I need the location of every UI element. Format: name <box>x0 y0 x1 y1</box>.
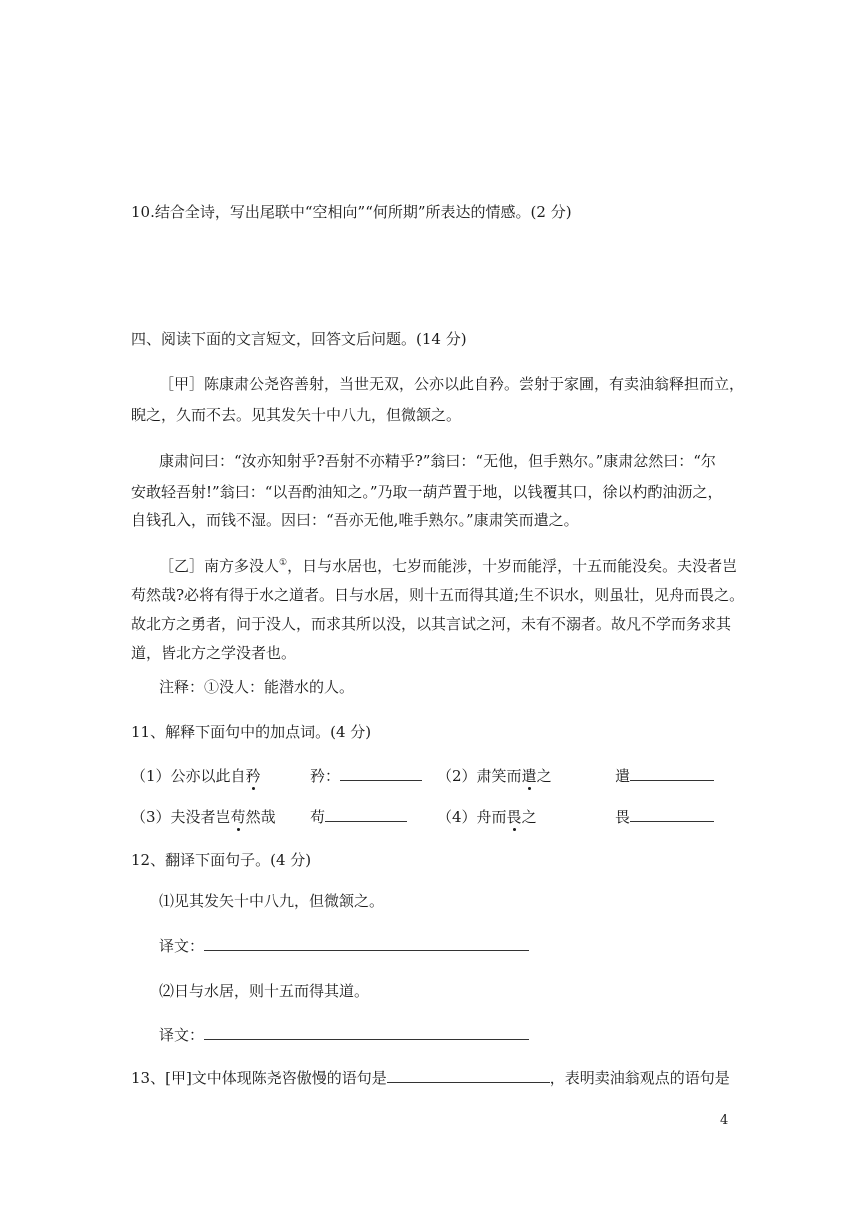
question-13: 13、[甲]文中体现陈尧咨傲慢的语句是 ，表明卖油翁观点的语句是 <box>131 1069 730 1087</box>
passage-jia-line-3: 康肃问曰：“汝亦知射乎?吾射不亦精乎?”翁曰：“无他，但手熟尔。”康肃忿然曰：“尔 <box>159 452 716 470</box>
passage-jia-line-5: 自钱孔入，而钱不湿。因曰：“吾亦无他,唯手熟尔。”康肃笑而遣之。 <box>131 511 579 529</box>
passage-yi-text-b: ，日与水居也，七岁而能涉，十岁而能浮，十五而能没矣。夫没者岂 <box>287 557 738 575</box>
answer-blank[interactable] <box>387 1068 550 1083</box>
answer-blank[interactable] <box>340 766 422 781</box>
passage-jia-line-4: 安敢轻吾射!”翁曰：“以吾酌油知之。”乃取一葫芦置于地，以钱覆其口，徐以杓酌油沥之， <box>131 483 723 501</box>
question-11-title: 11、解释下面句中的加点词。(4 分) <box>131 723 372 741</box>
question-10: 10.结合全诗，写出尾联中“空相向”“何所期”所表达的情感。(2 分) <box>131 203 572 221</box>
q11-answer-4: 畏 <box>615 807 714 827</box>
dotted-char: 苟 <box>230 808 246 826</box>
passage-yi-line-4: 道，皆北方之学没者也。 <box>131 644 297 662</box>
answer-blank[interactable] <box>630 807 714 822</box>
dotted-char: 畏 <box>506 808 522 826</box>
q12-sentence-2: ⑵日与水居，则十五而得其道。 <box>159 982 370 1000</box>
translation-blank[interactable] <box>204 1025 529 1040</box>
page-number: 4 <box>720 1113 729 1128</box>
dotted-char: 矜 <box>245 767 261 785</box>
footnote: 注释：①没人：能潜水的人。 <box>159 678 355 696</box>
q11-answer-3: 苟 <box>310 807 407 827</box>
passage-yi-line-2: 苟然哉?必将有得于水之道者。日与水居，则十五而得其道;生不识水，则虽壮，见舟而畏之。 <box>131 586 745 604</box>
question-12-title: 12、翻译下面句子。(4 分) <box>131 851 312 869</box>
answer-blank[interactable] <box>630 766 714 781</box>
footnote-marker: ① <box>279 558 288 568</box>
answer-blank[interactable] <box>325 807 407 822</box>
q12-sentence-1: ⑴见其发矢十中八九，但微颔之。 <box>159 892 385 910</box>
passage-jia-line-2: 睨之，久而不去。见其发矢十中八九，但微颔之。 <box>131 406 462 424</box>
q11-item-2: （2）肃笑而遣之 <box>437 767 552 785</box>
q11-item-4: （4）舟而畏之 <box>437 808 537 826</box>
q11-item-1: （1）公亦以此自矜 <box>131 767 261 785</box>
passage-yi-line-3: 故北方之勇者，问于没人，而求其所以没，以其言试之河，未有不溺者。故凡不学而务求其 <box>131 615 732 633</box>
passage-yi-text-a: ［乙］南方多没人 <box>159 557 280 575</box>
q11-item-3: （3）夫没者岂苟然哉 <box>131 808 276 826</box>
translation-blank[interactable] <box>204 936 529 951</box>
section-4-heading: 四、阅读下面的文言短文，回答文后问题。(14 分) <box>131 330 467 348</box>
q11-answer-1: 矜： <box>310 766 422 786</box>
passage-yi-line-1 <box>159 556 737 576</box>
dotted-char: 遣 <box>521 767 537 785</box>
q12-translation-1: 译文： <box>159 936 529 956</box>
q11-answer-2: 遣 <box>615 766 714 786</box>
q12-translation-2: 译文： <box>159 1025 529 1045</box>
passage-jia-line-1: ［甲］陈康肃公尧咨善射，当世无双，公亦以此自矜。尝射于家圃，有卖油翁释担而立， <box>159 375 745 393</box>
